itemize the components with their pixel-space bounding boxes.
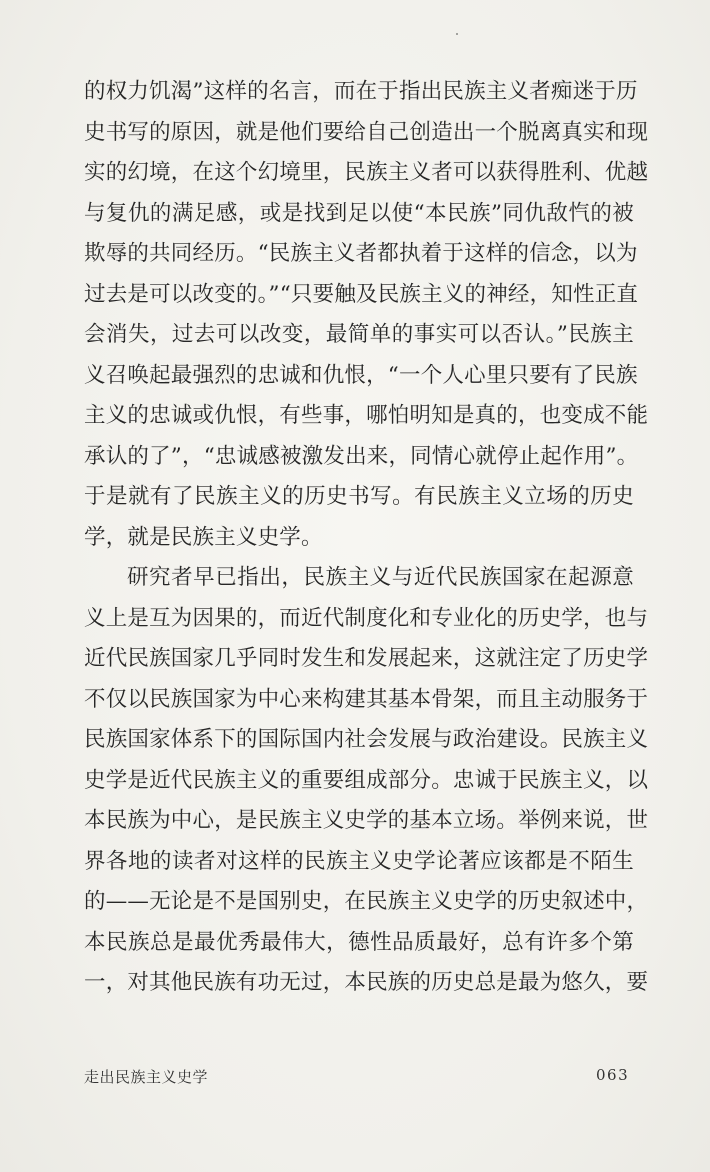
- text-line: 史书写的原因，就是他们要给自己创造出一个脱离真实和现: [84, 119, 649, 145]
- text-line: 过去是可以改变的。”“只要触及民族主义的神经，知性正直: [84, 281, 639, 307]
- page-number: 063: [596, 1066, 630, 1084]
- text-line: 义上是互为因果的，而近代制度化和专业化的历史学，也与: [84, 605, 649, 631]
- paragraph-1: [84, 72, 649, 558]
- text-line: 不仅以民族国家为中心来构建其基本骨架，而且主动服务于: [84, 686, 649, 712]
- text-line: 本民族为中心，是民族主义史学的基本立场。举例来说，世: [84, 808, 649, 833]
- text-line: 的权力饥渴”这样的名言，而在于指出民族主义者痴迷于历: [84, 79, 638, 104]
- text-line: 界各地的读者对这样的民族主义史学论著应该都是不陌生: [84, 848, 634, 874]
- text-line: 义召唤起最强烈的忠诚和仇恨，“一个人心里只要有了民族: [84, 362, 638, 388]
- text-line: 欺辱的共同经历。“民族主义者都执着于这样的信念，以为: [84, 241, 638, 266]
- text-line: 近代民族国家几乎同时发生和发展起来，这就注定了历史学: [84, 646, 649, 671]
- text-line: 史学是近代民族主义的重要组成部分。忠诚于民族主义，以: [84, 767, 649, 793]
- text-line: 学，就是民族主义史学。: [84, 524, 323, 550]
- text-line: 与复仇的满足感，或是找到足以使“本民族”同仇敌忾的被: [84, 200, 634, 226]
- text-line: 研究者早已指出，民族主义与近代民族国家在起源意: [127, 565, 634, 590]
- text-line: 实的幻境，在这个幻境里，民族主义者可以获得胜利、优越: [84, 160, 649, 185]
- paragraph-2: [84, 558, 649, 1004]
- text-line: 于是就有了民族主义的历史书写。有民族主义立场的历史: [84, 484, 634, 509]
- text-line: 本民族总是最优秀最伟大，德性品质最好，总有许多个第: [84, 929, 634, 955]
- text-line: 民族国家体系下的国际国内社会发展与政治建设。民族主义: [84, 727, 649, 752]
- text-line: 会消失，过去可以改变，最简单的事实可以否认。”民族主: [84, 322, 634, 347]
- scan-speck: [456, 33, 458, 35]
- text-line: 承认的了”，“忠诚感被激发出来，同情心就停止起作用”。: [84, 443, 639, 469]
- text-line: 主义的忠诚或仇恨，有些事，哪怕明知是真的，也变成不能: [84, 403, 649, 428]
- text-line: 一，对其他民族有功无过，本民族的历史总是最为悠久，要: [84, 970, 649, 995]
- running-footer-title: 走出民族主义史学: [84, 1068, 209, 1086]
- text-line: 的——无论是不是国别史，在民族主义史学的历史叙述中，: [84, 889, 649, 914]
- body-text: [84, 72, 649, 1004]
